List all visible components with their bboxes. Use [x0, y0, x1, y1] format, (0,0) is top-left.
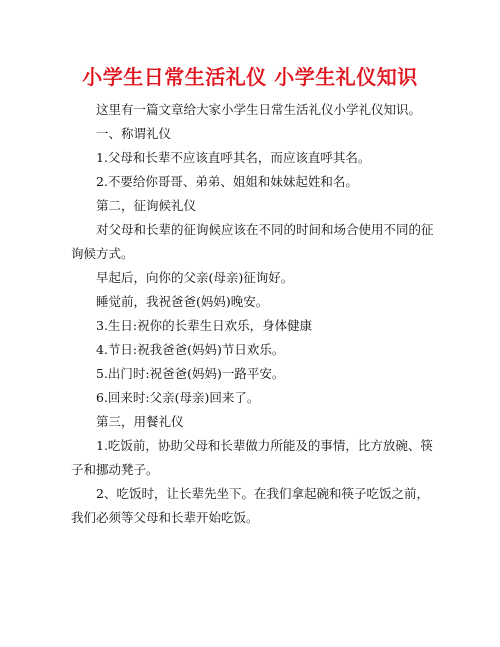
paragraph: 4.节日:祝我爸爸(妈妈)节日欢乐。 — [96, 342, 285, 357]
paragraph: 1.父母和长辈不应该直呼其名，而应该直呼其名。 — [96, 150, 371, 165]
document-title: 小学生日常生活礼仪 小学生礼仪知识 — [82, 65, 418, 89]
paragraph: 6.回来时:父亲(母亲)回来了。 — [96, 390, 260, 405]
paragraph: 睡觉前，我祝爸爸(妈妈)晚安。 — [96, 294, 269, 309]
paragraph: 5.出门时:祝爸爸(妈妈)一路平安。 — [96, 366, 285, 381]
paragraph: 这里有一篇文章给大家小学生日常生活礼仪小学礼仪知识。 — [96, 102, 422, 117]
paragraph: 1.吃饭前，协助父母和长辈做力所能及的事情，比方放碗、筷子和挪动凳子。 — [71, 438, 433, 477]
paragraph: 早起后，向你的父亲(母亲)征询好。 — [96, 270, 294, 285]
paragraph: 2.不要给你哥哥、弟弟、姐姐和妹妹起姓和名。 — [96, 174, 358, 189]
section-heading: 第二，征询候礼仪 — [96, 198, 197, 213]
section-heading: 第三，用餐礼仪 — [96, 414, 184, 429]
paragraph: 3.生日:祝你的长辈生日欢乐，身体健康 — [96, 318, 313, 333]
paragraph: 2、吃饭时，让长辈先坐下。在我们拿起碗和筷子吃饭之前，我们必须等父母和长辈开始吃饭。 — [71, 486, 429, 525]
document-body — [71, 98, 439, 530]
section-heading: 一、称谓礼仪 — [96, 126, 172, 141]
paragraph: 对父母和长辈的征询候应该在不同的时间和场合使用不同的征询候方式。 — [71, 222, 434, 261]
